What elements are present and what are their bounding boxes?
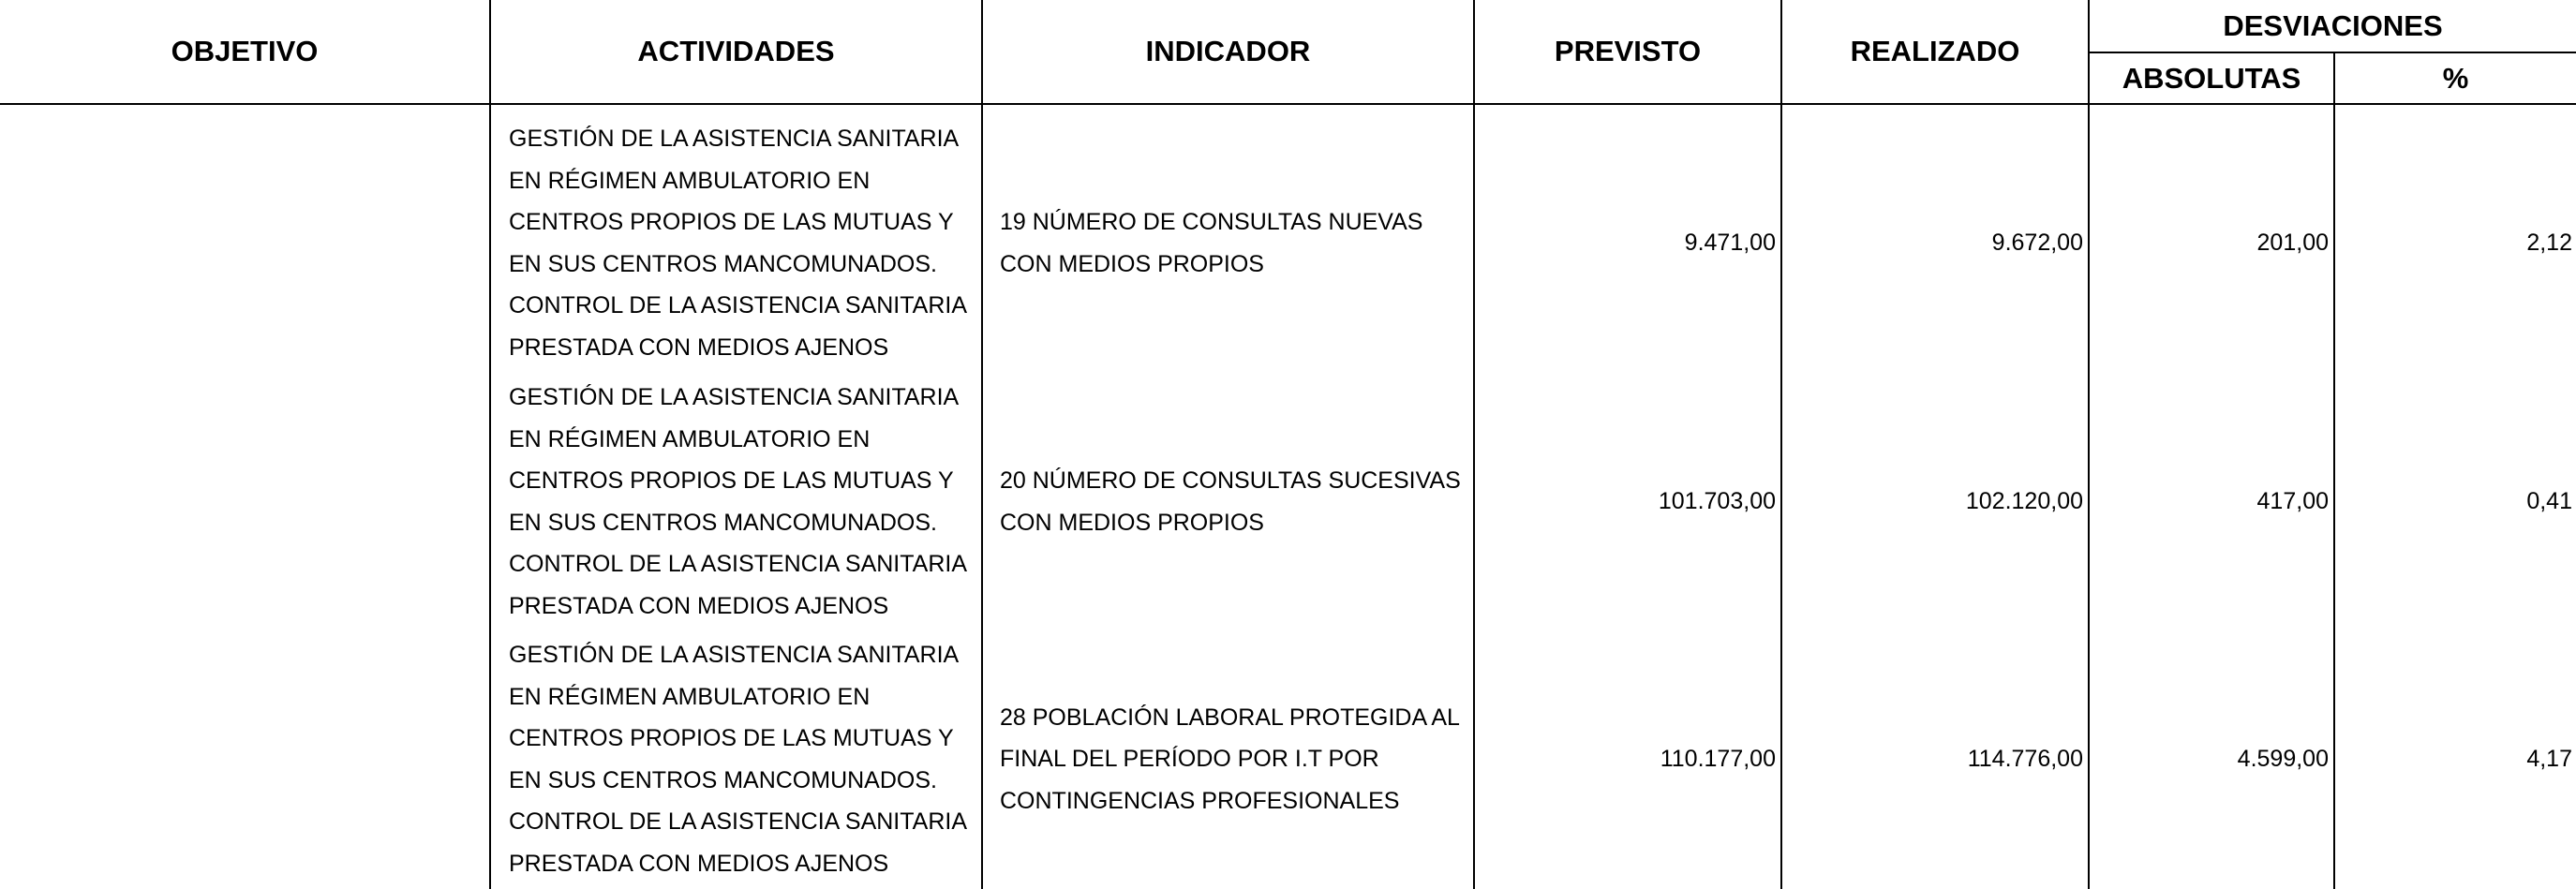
header-actividades: ACTIVIDADES bbox=[637, 35, 835, 67]
row-previsto: 9.471,00 bbox=[1684, 230, 1776, 256]
row-objetivo bbox=[17, 118, 476, 368]
row-actividades: GESTIÓN DE LA ASISTENCIA SANITARIA EN RÉGIMEN AMBULATORIO EN CENTROS PROPIOS DE LAS MUTUAS Y EN SUS CENTROS MANCOMUNADOS. CONTROL DE LA ASISTENCIA SANITARIA PRESTADA CON MEDIOS AJENOS bbox=[509, 384, 966, 619]
header-indicador: INDICADOR bbox=[1145, 35, 1311, 67]
row-indicador: 28 POBLACIÓN LABORAL PROTEGIDA AL FINAL DEL PERÍODO POR I.T POR CONTINGENCIAS PROFESIONALES bbox=[1000, 704, 1460, 814]
header-previsto: PREVISTO bbox=[1554, 35, 1702, 67]
column-divider-2 bbox=[981, 0, 983, 889]
header-objetivo: OBJETIVO bbox=[171, 35, 319, 67]
header-bottom-rule bbox=[0, 103, 2576, 105]
row-objetivo bbox=[17, 377, 476, 627]
row-realizado: 9.672,00 bbox=[1991, 230, 2083, 256]
row-realizado: 102.120,00 bbox=[1965, 488, 2083, 514]
row-previsto: 110.177,00 bbox=[1660, 746, 1776, 772]
header-realizado: REALIZADO bbox=[1850, 35, 2020, 67]
row-porcentaje: 0,41 bbox=[2526, 488, 2572, 514]
row-realizado: 114.776,00 bbox=[1967, 746, 2083, 772]
row-absolutas: 201,00 bbox=[2256, 230, 2329, 256]
row-previsto: 101.703,00 bbox=[1658, 488, 1776, 514]
row-porcentaje: 4,17 bbox=[2526, 746, 2572, 772]
row-actividades: GESTIÓN DE LA ASISTENCIA SANITARIA EN RÉGIMEN AMBULATORIO EN CENTROS PROPIOS DE LAS MUTUAS Y EN SUS CENTROS MANCOMUNADOS. CONTROL DE LA ASISTENCIA SANITARIA PRESTADA CON MEDIOS AJENOS bbox=[509, 126, 966, 361]
row-absolutas: 417,00 bbox=[2256, 488, 2329, 514]
header-porcentaje: % bbox=[2442, 61, 2469, 95]
header-desviaciones: DESVIACIONES bbox=[2223, 8, 2443, 42]
column-divider-1 bbox=[489, 0, 491, 889]
row-porcentaje: 2,12 bbox=[2526, 230, 2572, 256]
row-absolutas: 4.599,00 bbox=[2237, 746, 2329, 772]
row-objetivo bbox=[17, 634, 476, 884]
row-indicador: 19 NÚMERO DE CONSULTAS NUEVAS CON MEDIOS PROPIOS bbox=[1000, 209, 1423, 277]
header-absolutas: ABSOLUTAS bbox=[2122, 61, 2301, 95]
row-indicador: 20 NÚMERO DE CONSULTAS SUCESIVAS CON MEDIOS PROPIOS bbox=[1000, 467, 1461, 536]
row-actividades: GESTIÓN DE LA ASISTENCIA SANITARIA EN RÉGIMEN AMBULATORIO EN CENTROS PROPIOS DE LAS MUTUAS Y EN SUS CENTROS MANCOMUNADOS. CONTROL DE LA ASISTENCIA SANITARIA PRESTADA CON MEDIOS AJENOS bbox=[509, 642, 966, 877]
